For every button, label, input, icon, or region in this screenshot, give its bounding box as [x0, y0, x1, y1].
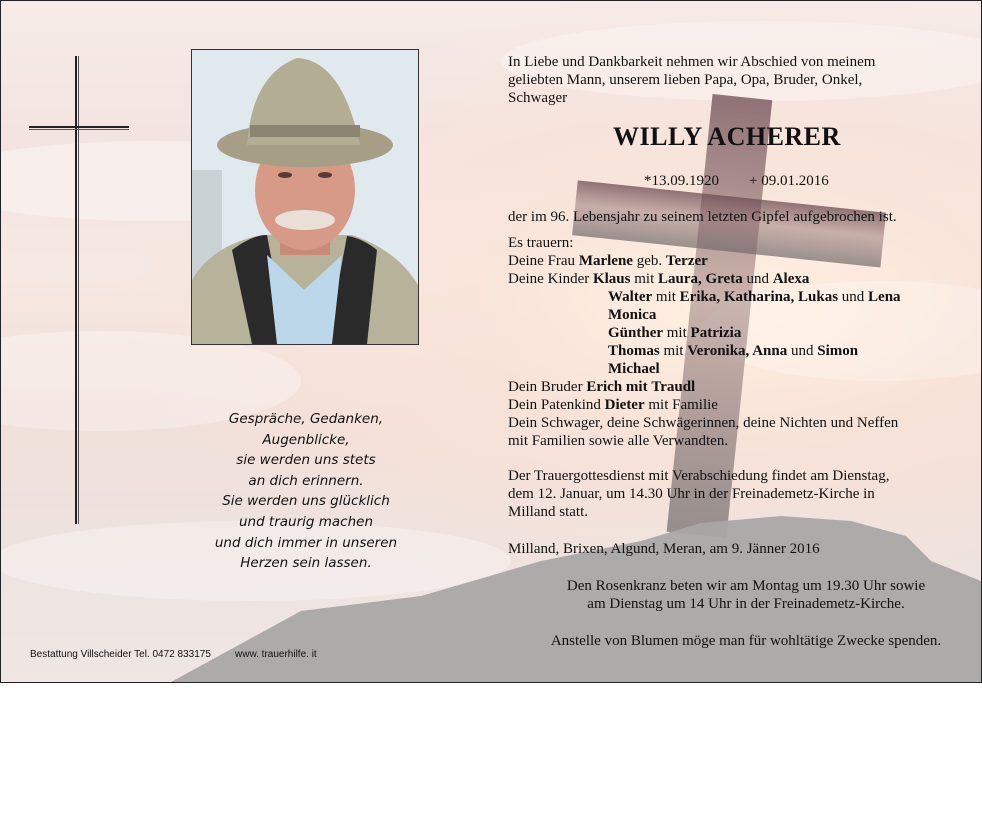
child-line: Günther mit Patrizia: [608, 325, 742, 341]
intro-text: [508, 53, 875, 107]
flowers-note: Anstelle von Blumen möge man für wohltätige Zwecke spenden.: [550, 633, 942, 649]
poem-line: Augenblicke,: [262, 431, 350, 448]
rosary-line: Den Rosenkranz beten wir am Montag um 19.30 Uhr sowie: [566, 578, 926, 594]
mourners-list: [508, 234, 901, 450]
poem-line: Herzen sein lassen.: [240, 555, 372, 572]
poem-line: und traurig machen: [238, 513, 374, 530]
undertaker-contact: Bestattung Villscheider Tel. 0472 833175: [30, 649, 211, 660]
age-line: der im 96. Lebensjahr zu seinem letzten Gipfel aufgebrochen ist.: [508, 209, 897, 225]
poem-line: an dich erinnern.: [248, 472, 364, 489]
child-line: Michael: [608, 361, 660, 377]
decorative-cross-horizontal: [29, 126, 129, 128]
place-date: Milland, Brixen, Algund, Meran, am 9. Jänner 2016: [508, 541, 820, 557]
wife-line: Deine Frau Marlene geb. Terzer: [508, 253, 708, 269]
portrait-photo: [191, 49, 419, 345]
service-line: Der Trauergottesdienst mit Verabschiedung findet am Dienstag,: [508, 468, 890, 484]
service-line: dem 12. Januar, um 14.30 Uhr in der Freinademetz-Kirche in: [508, 486, 875, 502]
intro-line: Schwager: [508, 90, 568, 106]
poem-line: Gespräche, Gedanken,: [228, 411, 384, 427]
child-line: Walter mit Erika, Katharina, Lukas und Lena: [608, 289, 901, 305]
mourners-heading: Es trauern:: [508, 235, 574, 251]
website-link[interactable]: www. trauerhilfe. it: [235, 649, 317, 660]
poem-line: sie werden uns stets: [236, 452, 376, 469]
intro-line: geliebten Mann, unserem lieben Papa, Opa, Bruder, Onkel,: [508, 72, 863, 88]
rosary-info: [521, 577, 971, 613]
birth-date: *13.09.1920: [644, 173, 719, 189]
child-line: Thomas mit Veronika, Anna und Simon: [608, 343, 859, 359]
rosary-line: am Dienstag um 14 Uhr in der Freinademetz-Kirche.: [587, 596, 905, 612]
brother-line: Dein Bruder Erich mit Traudl: [508, 379, 696, 395]
child-line: Deine Kinder Klaus mit Laura, Greta und Alexa: [508, 271, 810, 287]
deceased-name: WILLY ACHERER: [613, 122, 841, 151]
relatives-line: Dein Schwager, deine Schwägerinnen, deine Nichten und Neffen: [508, 415, 899, 431]
decorative-cross-horizontal-shadow: [29, 129, 129, 130]
relatives-line: mit Familien sowie alle Verwandten.: [508, 433, 729, 449]
memorial-poem: [196, 409, 416, 574]
intro-line: In Liebe und Dankbarkeit nehmen wir Abschied von meinem: [508, 54, 876, 70]
godchild-line: Dein Patenkind Dieter mit Familie: [508, 397, 718, 413]
poem-line: und dich immer in unseren: [214, 534, 398, 551]
service-line: Milland statt.: [508, 504, 588, 520]
death-date: + 09.01.2016: [749, 173, 829, 189]
service-info: [508, 467, 889, 521]
child-line: Monica: [608, 307, 657, 323]
poem-line: Sie werden uns glücklich: [222, 493, 390, 510]
